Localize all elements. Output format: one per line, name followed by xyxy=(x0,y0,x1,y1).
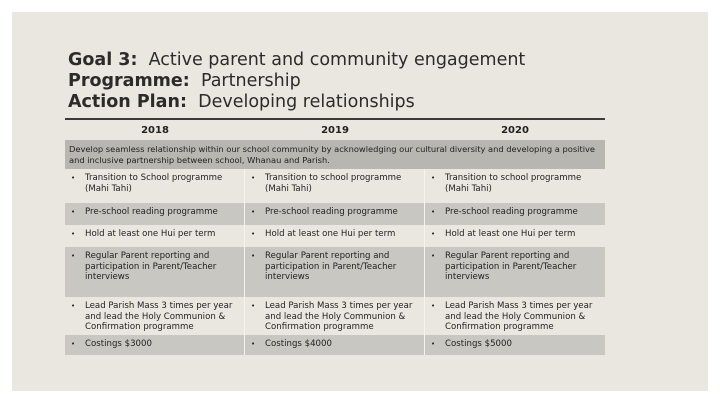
cell-text: Costings $3000 xyxy=(85,339,152,349)
cell-text: Lead Parish Mass 3 times per year and lead the Holy Communion & Confirmation programme xyxy=(265,301,413,332)
bullet-icon: • xyxy=(431,302,436,310)
year-header-2018: 2018 xyxy=(141,124,169,136)
goal-value: Active parent and community engagement xyxy=(148,50,526,70)
cell-text: Pre-school reading programme xyxy=(445,207,578,217)
cell-text: Lead Parish Mass 3 times per year and lead the Holy Communion & Confirmation programme xyxy=(445,301,593,332)
table-cell xyxy=(245,247,425,297)
bullet-icon: • xyxy=(251,174,256,182)
cell-text: Regular Parent reporting and participation in Parent/Teacher interviews xyxy=(85,251,217,282)
slide xyxy=(12,12,708,391)
bullet-icon: • xyxy=(71,252,76,260)
cell-text: Regular Parent reporting and participation in Parent/Teacher interviews xyxy=(445,251,577,282)
description-row: Develop seamless relationship within our school community by acknowledging our cultural diversity and developing a positive and inclusive partnership between school, Whanau and Parish. xyxy=(65,140,605,169)
bullet-icon: • xyxy=(71,230,76,238)
action-plan-key: Action Plan: xyxy=(68,92,187,112)
cell-text: Lead Parish Mass 3 times per year and lead the Holy Communion & Confirmation programme xyxy=(85,301,233,332)
bullet-icon: • xyxy=(71,340,76,348)
year-header-2020: 2020 xyxy=(501,124,529,136)
bullet-icon: • xyxy=(251,208,256,216)
programme-key: Programme: xyxy=(68,71,190,91)
table-cell xyxy=(425,297,605,335)
table-row xyxy=(65,169,605,203)
bullet-icon: • xyxy=(251,230,256,238)
table-cell xyxy=(245,297,425,335)
bullet-icon: • xyxy=(251,252,256,260)
bullet-icon: • xyxy=(251,302,256,310)
goal-key: Goal 3: xyxy=(68,50,138,70)
table-row xyxy=(65,225,605,247)
programme-value: Partnership xyxy=(200,71,301,91)
cell-text: Transition to school programme (Mahi Tahi) xyxy=(445,173,582,194)
cell-text: Transition to school programme (Mahi Tahi) xyxy=(265,173,402,194)
bullet-icon: • xyxy=(251,340,256,348)
bullet-icon: • xyxy=(431,252,436,260)
table-cell xyxy=(245,225,425,247)
action-plan-line xyxy=(68,92,525,113)
action-plan-table xyxy=(65,118,605,355)
table-cell xyxy=(65,297,245,335)
programme-line xyxy=(68,71,525,92)
table-cell xyxy=(425,225,605,247)
table-cell xyxy=(425,335,605,355)
cell-text: Pre-school reading programme xyxy=(85,207,218,217)
cell-text: Hold at least one Hui per term xyxy=(445,229,576,239)
cell-text: Hold at least one Hui per term xyxy=(85,229,216,239)
goal-line xyxy=(68,50,525,71)
table-row xyxy=(65,203,605,225)
bullet-icon: • xyxy=(431,340,436,348)
bullet-icon: • xyxy=(71,302,76,310)
table-cell xyxy=(65,335,245,355)
cell-text: Hold at least one Hui per term xyxy=(265,229,396,239)
bullet-icon: • xyxy=(71,208,76,216)
table-cell xyxy=(65,247,245,297)
cell-text: Transition to School programme (Mahi Tahi) xyxy=(85,173,223,194)
table-cell xyxy=(65,169,245,203)
table-cell xyxy=(425,169,605,203)
cell-text: Costings $4000 xyxy=(265,339,332,349)
table-cell xyxy=(245,335,425,355)
action-plan-value: Developing relationships xyxy=(198,92,415,112)
table-cell xyxy=(245,203,425,225)
bullet-icon: • xyxy=(71,174,76,182)
table-cell xyxy=(425,203,605,225)
bullet-icon: • xyxy=(431,208,436,216)
table-cell xyxy=(245,169,425,203)
cell-text: Costings $5000 xyxy=(445,339,512,349)
cell-text: Regular Parent reporting and participation in Parent/Teacher interviews xyxy=(265,251,397,282)
table-row xyxy=(65,247,605,297)
cell-text: Pre-school reading programme xyxy=(265,207,398,217)
table-row xyxy=(65,297,605,335)
year-header-row xyxy=(65,118,605,140)
title-block xyxy=(68,50,525,113)
table-row xyxy=(65,335,605,355)
bullet-icon: • xyxy=(431,230,436,238)
table-cell xyxy=(65,203,245,225)
year-header-2019: 2019 xyxy=(321,124,349,136)
bullet-icon: • xyxy=(431,174,436,182)
table-cell xyxy=(425,247,605,297)
table-cell xyxy=(65,225,245,247)
